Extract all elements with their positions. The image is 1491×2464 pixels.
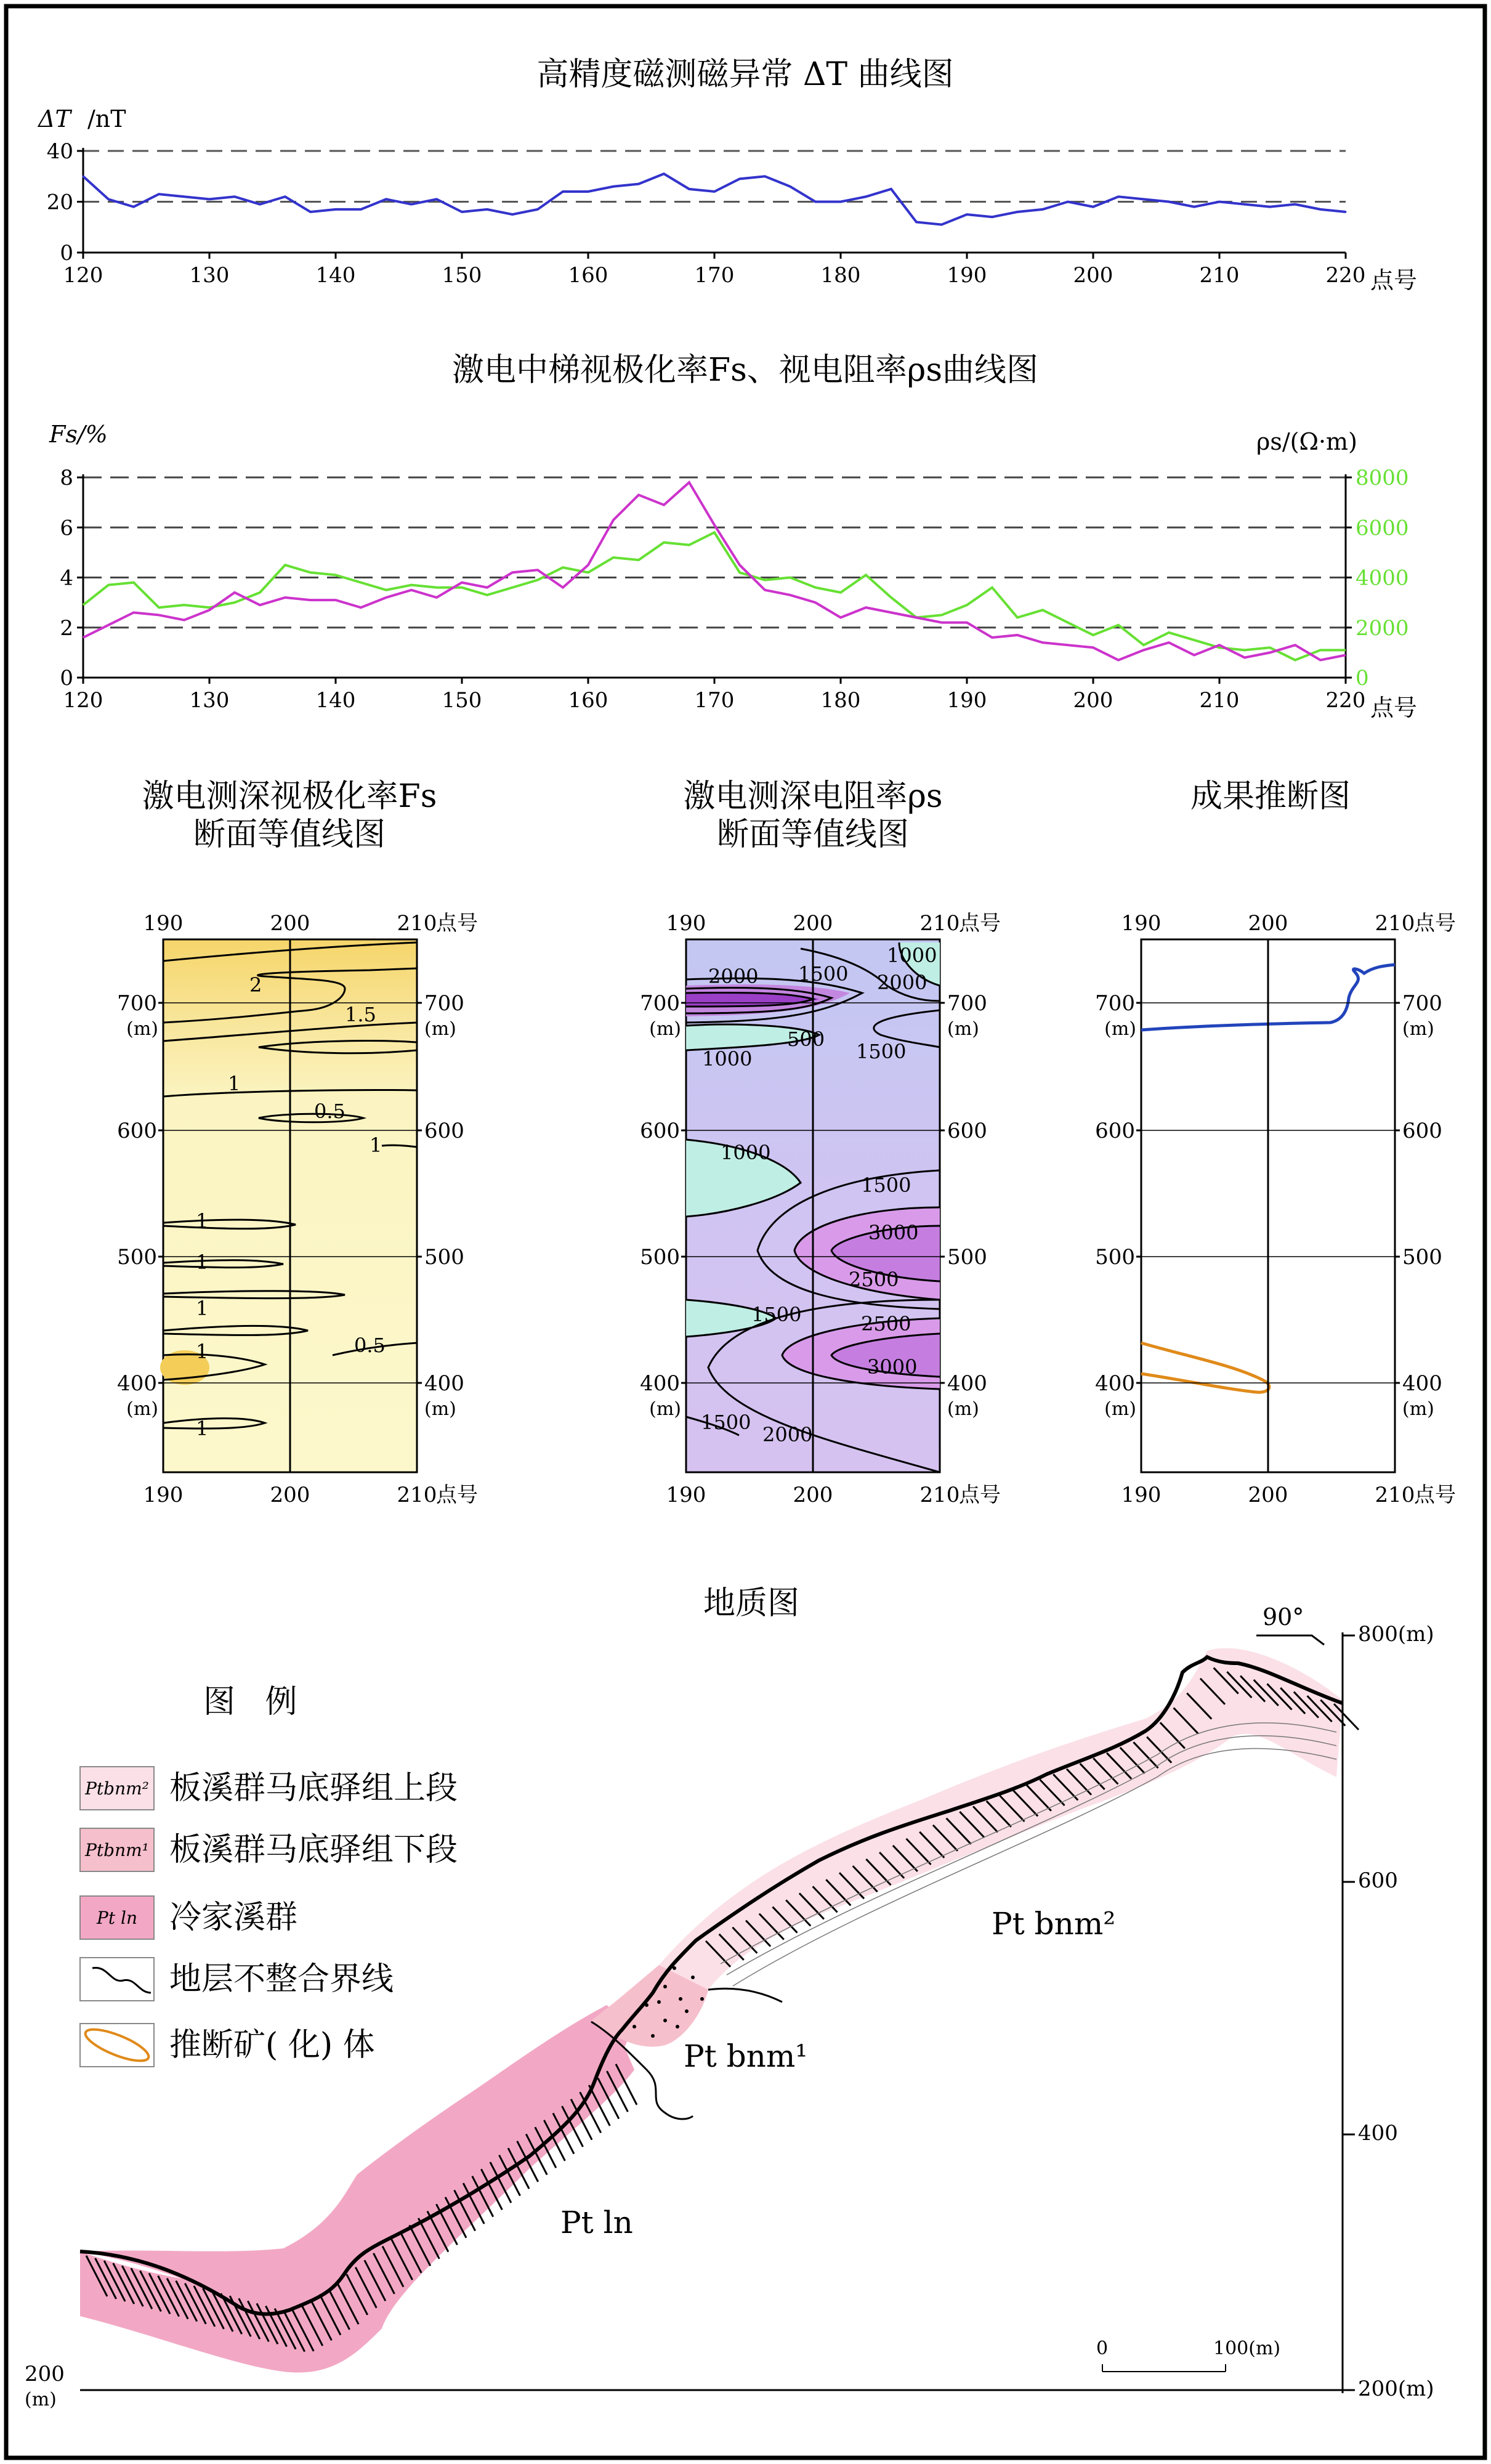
fs-line: [83, 482, 1346, 660]
result-depth-right: 500: [1402, 1245, 1442, 1270]
mag-point: [739, 178, 741, 180]
result-unit-right: (m): [1402, 1018, 1434, 1040]
mag-point: [209, 198, 211, 200]
mag-point: [840, 201, 842, 203]
rho-depth-right: 700: [947, 991, 987, 1016]
rho-contour-label: 500: [787, 1027, 825, 1051]
result-depth-right: 400: [1402, 1371, 1442, 1396]
ip-xtick-label: 220: [1325, 688, 1366, 713]
legend-code: Ptbnm¹: [85, 1840, 149, 1860]
rho-line: [83, 532, 1346, 660]
left-elevation-unit: (m): [25, 2389, 57, 2410]
fs-depth-left: 700: [117, 991, 157, 1016]
rho-contour-label: 2000: [708, 965, 759, 988]
mag-xtick-label: 220: [1325, 263, 1366, 288]
result-panel: [1095, 778, 1456, 1507]
mag-ytick-label: 40: [46, 139, 73, 164]
elevation-ticks: [1343, 1635, 1355, 2390]
mag-point: [966, 214, 968, 216]
rho-xtick-top: 190: [666, 911, 706, 936]
geology-title: 地质图: [703, 1585, 800, 1622]
fs-contour-label: 1: [196, 1340, 209, 1363]
mag-xtick-label: 170: [694, 263, 735, 288]
rho-contour-label: 2500: [849, 1268, 899, 1291]
result-xtick-bottom: 190: [1121, 1483, 1162, 1507]
scale-end: 100(m): [1213, 2338, 1281, 2359]
fs-contour-label: 1: [196, 1297, 209, 1320]
fs-contour-label: 2: [249, 973, 262, 997]
rho-contour-label: 1500: [856, 1040, 907, 1063]
label-upper: Pt bnm²: [992, 1906, 1116, 1942]
mag-point: [108, 198, 110, 200]
mag-point: [1219, 201, 1221, 203]
mag-xunit: 点号: [1370, 267, 1418, 294]
ip-y1tick-label: 8: [60, 466, 73, 490]
fs-section-title2: 断面等值线图: [193, 816, 386, 853]
mag-axes: [47, 139, 1366, 288]
rho-contour-label: 1000: [702, 1047, 753, 1071]
ip-panel: [49, 352, 1417, 721]
rho-xtick-bottom: 200: [793, 1483, 833, 1507]
mag-point: [815, 201, 817, 203]
result-title: 成果推断图: [1190, 778, 1351, 815]
rho-unit-right: (m): [947, 1398, 979, 1420]
legend-label: 推断矿( 化) 体: [169, 2027, 375, 2064]
rho-contour-label: 1500: [861, 1173, 911, 1197]
mag-point: [1118, 196, 1120, 198]
mag-point: [1295, 203, 1296, 205]
result-xunit-bottom: 点号: [1414, 1483, 1456, 1507]
fs-unit-right: (m): [424, 1018, 456, 1040]
legend-label: 板溪群马底驿组下段: [169, 1831, 458, 1868]
mag-point: [133, 206, 135, 208]
scale-bar: [1096, 2338, 1280, 2372]
rho-section-panel: [640, 778, 1001, 1507]
ip-xtick-label: 130: [189, 688, 230, 713]
fs-depth-left: 500: [117, 1245, 157, 1270]
rho-xtick-bottom: 190: [666, 1483, 706, 1507]
mag-xtick-label: 150: [442, 263, 482, 288]
result-xtick-top: 200: [1248, 911, 1288, 936]
mag-point: [613, 185, 615, 187]
fs-section-title1: 激电测深视极化率Fs: [142, 778, 437, 815]
rho-xtick-top: 210: [919, 911, 960, 936]
rho-section-title1: 激电测深电阻率ρs: [683, 778, 943, 815]
ip-y1tick-label: 4: [60, 565, 73, 591]
mag-point: [1168, 201, 1170, 203]
legend-code: Pt ln: [97, 1908, 137, 1928]
mag-point: [562, 191, 564, 193]
mag-xtick-label: 160: [568, 263, 608, 288]
ip-xtick-label: 140: [315, 688, 356, 713]
rho-unit-left: (m): [649, 1398, 681, 1420]
ip-y2tick-label: 4000: [1356, 565, 1409, 591]
result-depth-left: 500: [1095, 1245, 1135, 1270]
fs-depth-right: 500: [424, 1245, 464, 1270]
rho-contour-label: 1500: [701, 1411, 751, 1434]
ip-y2label: ρs/(Ω·m): [1256, 428, 1357, 455]
mag-xtick-label: 130: [189, 263, 230, 288]
result-xunit-top: 点号: [1414, 911, 1456, 936]
fs-contour-label: 1: [196, 1250, 209, 1274]
rho-contour-label: 1500: [751, 1303, 802, 1326]
rho-xtick-top: 200: [793, 911, 833, 936]
mag-point: [1042, 208, 1044, 210]
rho-unit-right: (m): [947, 1018, 979, 1040]
mag-point: [386, 198, 387, 200]
ip-y2tick-label: 6000: [1356, 516, 1409, 541]
mag-point: [234, 196, 236, 198]
mag-point: [360, 208, 362, 210]
ip-xtick-label: 120: [63, 688, 103, 713]
ip-y2tick-label: 2000: [1356, 615, 1409, 641]
fs-contour-label: 0.5: [314, 1100, 345, 1123]
mag-point: [1269, 206, 1271, 208]
fs-depth-right: 400: [424, 1371, 464, 1396]
rho-xunit-bottom: 点号: [959, 1483, 1001, 1507]
fs-xtick-top: 190: [143, 911, 184, 936]
mag-point: [1067, 201, 1069, 203]
ip-xtick-label: 150: [442, 688, 482, 713]
ip-xtick-label: 190: [947, 688, 987, 713]
mag-point: [588, 191, 589, 193]
rho-contour-label: 2000: [762, 1423, 813, 1446]
fs-contour-label: 0.5: [354, 1334, 386, 1357]
fs-unit-left: (m): [126, 1398, 158, 1420]
rho-unit-left: (m): [649, 1018, 681, 1040]
fs-depth-right: 700: [424, 991, 464, 1016]
mag-point: [461, 211, 463, 213]
fs-depth-left: 400: [117, 1371, 157, 1396]
fs-xtick-bottom: 210: [397, 1483, 437, 1507]
left-elevation: 200: [25, 2362, 65, 2386]
geology-panel: [25, 1585, 1434, 2410]
elev-label: 800(m): [1358, 1622, 1434, 1647]
mag-point: [1143, 198, 1145, 200]
elev-label: 400: [1358, 2121, 1398, 2146]
mag-xtick-label: 190: [947, 263, 987, 288]
mag-ytick-label: 20: [46, 190, 73, 215]
result-depth-left: 600: [1095, 1119, 1135, 1143]
label-lower: Pt bnm¹: [684, 2038, 808, 2074]
mag-xtick-label: 140: [315, 263, 356, 288]
rho-contour-label: 1500: [798, 962, 849, 986]
rho-xtick-bottom: 210: [919, 1483, 960, 1507]
mag-ytick-label: 0: [60, 241, 73, 265]
mag-point: [184, 196, 185, 198]
ip-xunit: 点号: [1370, 694, 1418, 721]
mag-point: [285, 196, 286, 198]
mag-xtick-label: 120: [63, 263, 103, 288]
mag-point: [790, 185, 791, 187]
result-xtick-top: 190: [1121, 911, 1162, 936]
ip-xtick-label: 170: [694, 688, 735, 713]
mag-ylabel-symbol: ΔT: [38, 105, 71, 132]
mag-point: [941, 224, 943, 225]
mag-point: [916, 221, 918, 223]
mag-point: [1345, 211, 1347, 213]
rho-section-title2: 断面等值线图: [716, 816, 910, 853]
mag-point: [1320, 208, 1322, 210]
mag-series: [83, 173, 1347, 226]
fs-contour-label: 1: [196, 1209, 209, 1233]
mag-point: [537, 208, 539, 210]
mag-point: [891, 188, 892, 190]
rho-depth-right: 600: [947, 1119, 987, 1143]
legend: [80, 1767, 458, 2067]
dip-angle: 90°: [1263, 1603, 1304, 1631]
ip-y1label: Fs/%: [49, 421, 108, 448]
mag-point: [512, 214, 514, 216]
mag-point: [335, 208, 337, 210]
result-xtick-top: 210: [1375, 911, 1415, 936]
result-unit-left: (m): [1104, 1398, 1136, 1420]
rho-depth-left: 500: [640, 1245, 680, 1270]
result-unit-left: (m): [1104, 1018, 1136, 1040]
dip-arrow-icon: [1256, 1635, 1324, 1645]
rho-contour-label: 2500: [861, 1312, 911, 1335]
fs-unit-left: (m): [126, 1018, 158, 1040]
legend-label: 地层不整合界线: [169, 1961, 394, 1998]
result-xtick-bottom: 210: [1375, 1483, 1415, 1507]
mag-point: [436, 198, 438, 200]
fs-xtick-top: 210: [397, 911, 437, 936]
ip-y2tick-label: 8000: [1356, 466, 1409, 490]
mag-point: [638, 183, 640, 185]
fs-unit-right: (m): [424, 1398, 456, 1420]
rho-depth-left: 600: [640, 1119, 680, 1143]
unconformity-line: [708, 1988, 782, 2002]
legend-title: 图 例: [203, 1684, 307, 1720]
legend-label: 板溪群马底驿组上段: [169, 1770, 458, 1807]
rho-contour-label: 3000: [868, 1221, 919, 1244]
fs-contour-label: 1: [370, 1133, 382, 1157]
rho-contour-label: 3000: [867, 1355, 918, 1379]
fs-xtick-bottom: 190: [143, 1483, 184, 1507]
mag-point: [487, 208, 488, 210]
mag-xtick-label: 210: [1199, 263, 1240, 288]
mag-ylabel-unit: /nT: [87, 105, 126, 132]
ip-y1tick-label: 0: [60, 666, 73, 691]
fs-xtick-bottom: 200: [270, 1483, 310, 1507]
mag-line: [83, 174, 1346, 225]
fs-xunit-bottom: 点号: [436, 1483, 478, 1507]
mag-point: [714, 191, 716, 193]
result-depth-left: 700: [1095, 991, 1135, 1016]
mag-point: [1244, 203, 1246, 205]
mag-point: [1093, 206, 1094, 208]
ip-series: [83, 482, 1346, 660]
mag-point: [411, 203, 413, 205]
fs-depth-right: 600: [424, 1119, 464, 1143]
result-xtick-bottom: 200: [1248, 1483, 1288, 1507]
fs-contour-label: 1: [228, 1072, 241, 1095]
legend-code: Ptbnm²: [85, 1778, 149, 1799]
rho-depth-right: 400: [947, 1371, 987, 1396]
mag-xtick-label: 180: [820, 263, 861, 288]
ip-gridlines: [83, 477, 1346, 628]
elev-label: 200(m): [1358, 2377, 1434, 2401]
mag-point: [259, 203, 261, 205]
rho-depth-left: 400: [640, 1371, 680, 1396]
mag-point: [865, 196, 867, 198]
result-depth-right: 600: [1402, 1119, 1442, 1143]
ip-title: 激电中梯视极化率Fs、视电阻率ρs曲线图: [451, 352, 1039, 389]
fs-contour-label: 1: [196, 1417, 209, 1440]
result-depth-right: 700: [1402, 991, 1442, 1016]
mag-point: [663, 173, 665, 175]
fs-depth-left: 600: [117, 1119, 157, 1143]
rho-depth-right: 500: [947, 1245, 987, 1270]
mag-xtick-label: 200: [1073, 263, 1113, 288]
fs-contour-label: 1.5: [345, 1003, 376, 1026]
label-ln: Pt ln: [560, 2205, 633, 2240]
mag-point: [764, 176, 766, 177]
fs-section-panel: [117, 778, 478, 1507]
mag-panel: [37, 56, 1417, 294]
rho-contour-label: 2000: [877, 971, 927, 994]
ip-xtick-label: 200: [1073, 688, 1113, 713]
mag-point: [158, 193, 160, 195]
fs-xtick-top: 200: [270, 911, 310, 936]
legend-label: 冷家溪群: [169, 1899, 298, 1936]
ip-y2tick-label: 0: [1356, 666, 1369, 691]
result-unit-right: (m): [1402, 1398, 1434, 1420]
result-depth-left: 400: [1095, 1371, 1135, 1396]
ip-xtick-label: 180: [820, 688, 861, 713]
mag-point: [310, 211, 312, 213]
mag-point: [689, 188, 690, 190]
mag-title: 高精度磁测磁异常 ΔT 曲线图: [536, 56, 954, 93]
fs-xunit-top: 点号: [436, 911, 478, 936]
mag-gridlines: [83, 151, 1346, 202]
rho-contour-label: 1000: [887, 944, 937, 967]
rho-contour-label: 1000: [721, 1141, 771, 1164]
mag-point: [83, 176, 84, 177]
elev-label: 600: [1358, 1868, 1398, 1893]
mag-point: [992, 216, 993, 218]
ip-xtick-label: 210: [1199, 688, 1240, 713]
rho-depth-left: 700: [640, 991, 680, 1016]
mag-point: [1017, 211, 1019, 213]
mag-point: [1194, 206, 1195, 208]
ip-y1tick-label: 2: [60, 615, 73, 641]
ip-xtick-label: 160: [568, 688, 608, 713]
rho-xunit-top: 点号: [959, 911, 1001, 936]
scale-zero: 0: [1096, 2338, 1109, 2359]
ip-y1tick-label: 6: [60, 516, 73, 541]
